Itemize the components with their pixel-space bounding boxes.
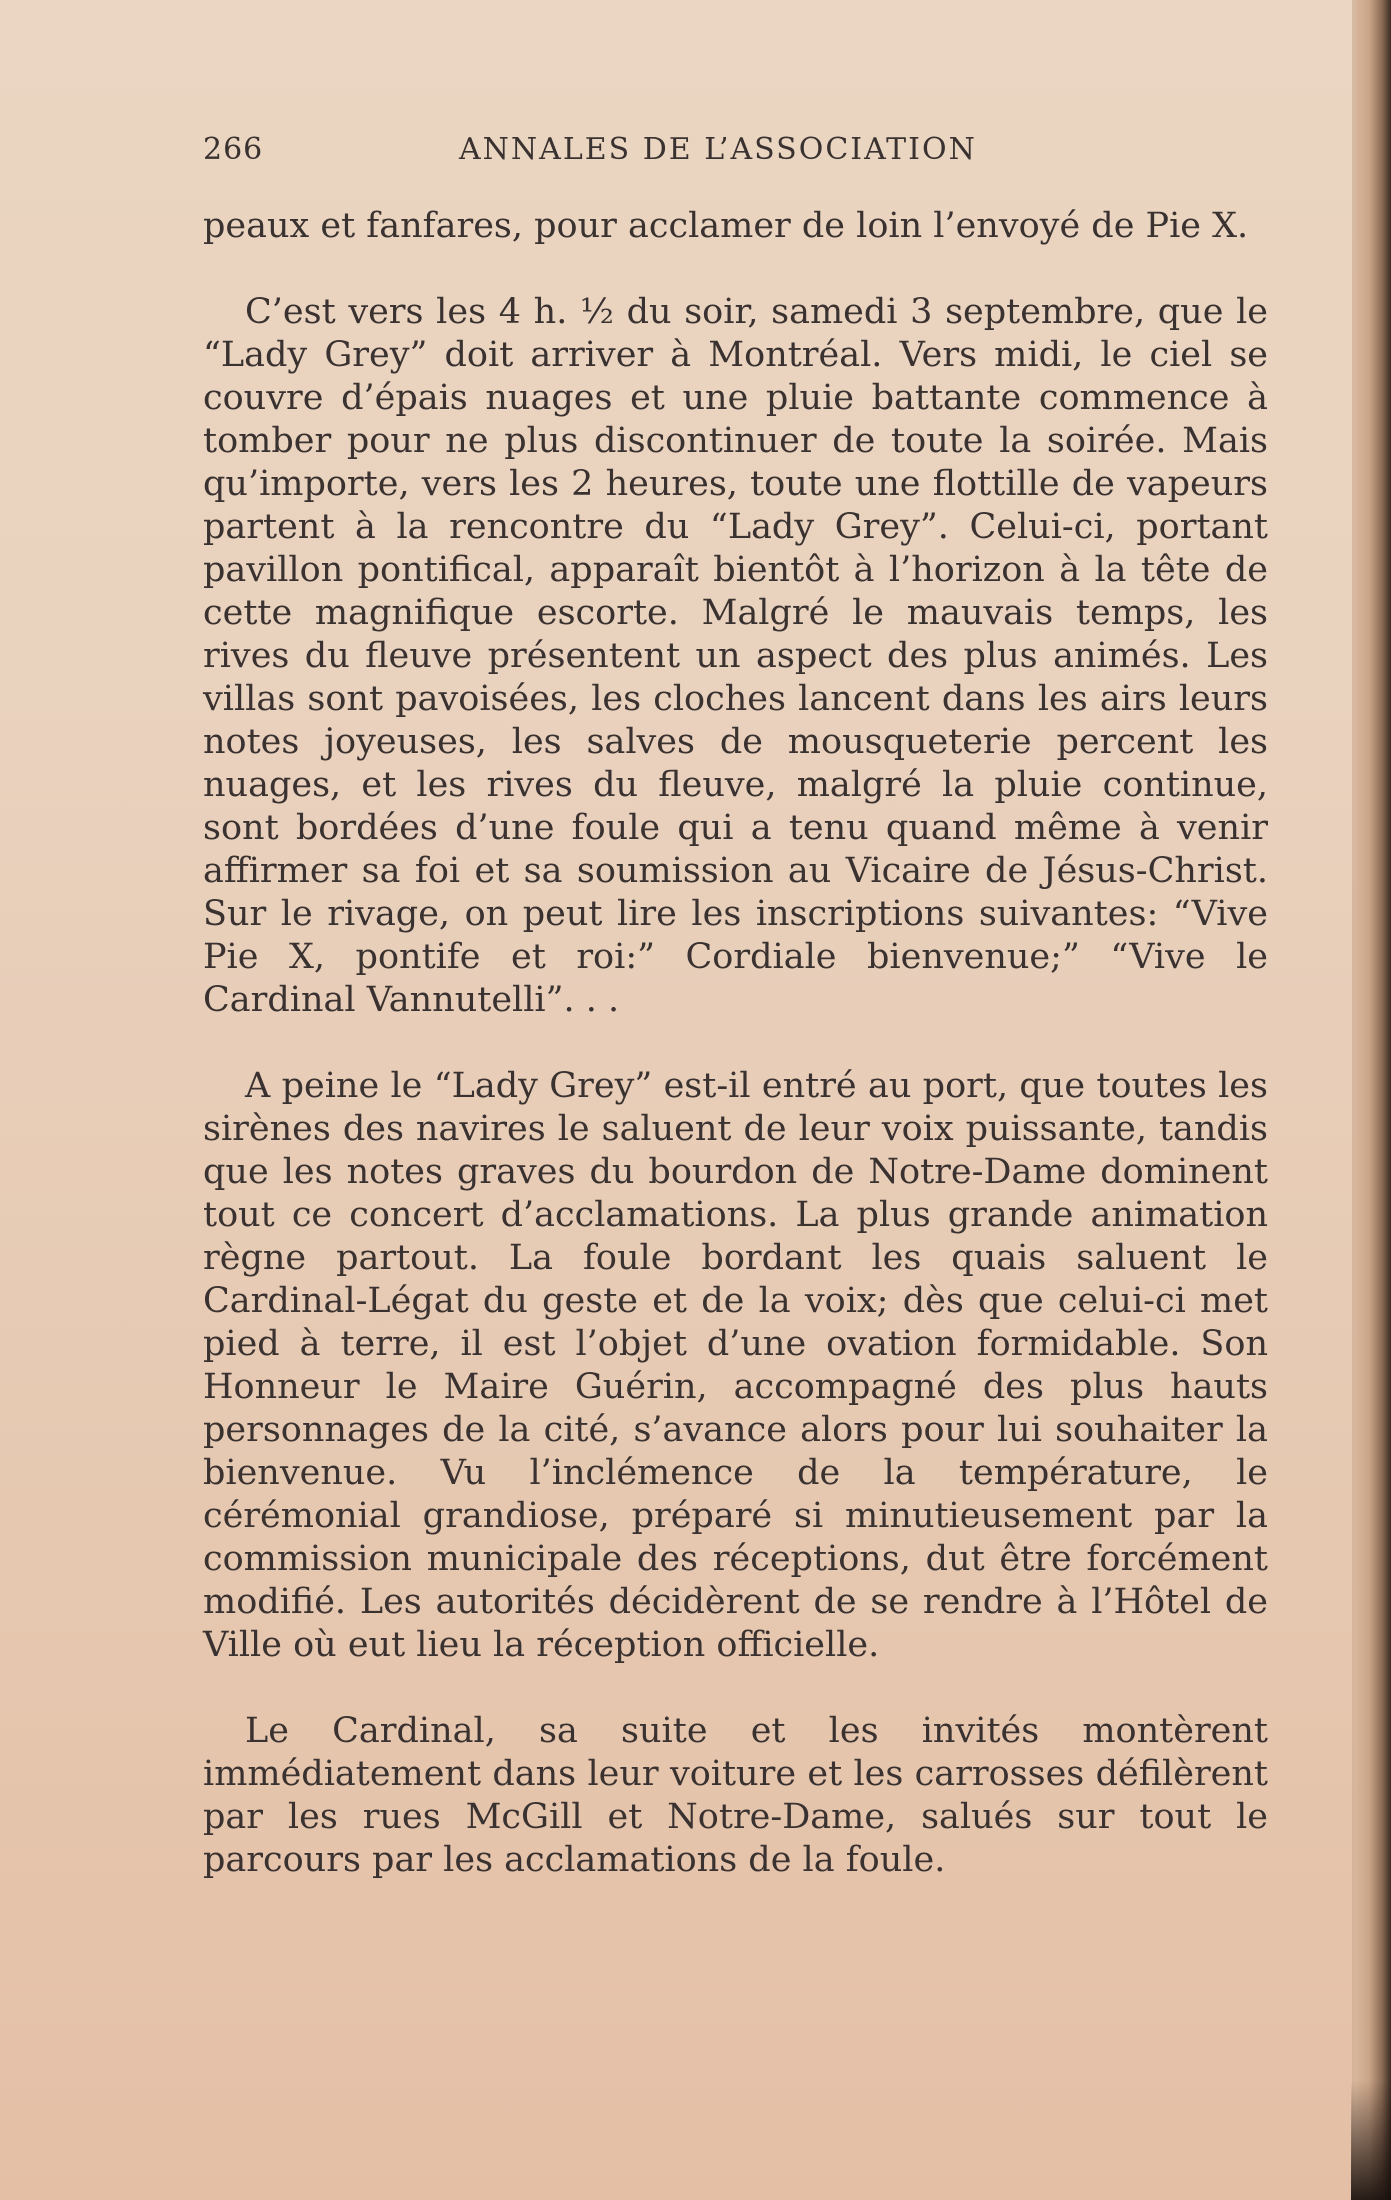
paragraph-port: A peine le “Lady Grey” est-il entré au port, que toutes les sirènes des navires le saluent de leur voix puissante, tandis que les notes graves du bourdon de Notre-Dame dominent tout ce concert d’acclamations. La plus grande animation règne partout. La foule bordant les quais saluent le Cardinal-Légat du geste et de la voix; dès que celui-ci met pied à terre, il est l’objet d’une ovation formidable. Son Honneur le Maire Guérin, accompagné des plus hauts personnages de la cité, s’avance alors pour lui souhaiter la bienvenue. Vu l’inclémence de la température, le cérémonial grandiose, préparé si minutieusement par la commission municipale des réceptions, dut être forcément modifié. Les autorités décidèrent de se rendre à l’Hôtel de Ville où eut lieu la réception officielle. [203, 1066, 1268, 1665]
running-header [203, 132, 1268, 172]
running-title: ANNALES DE L’ASSOCIATION [459, 132, 977, 167]
book-spine [1355, 0, 1391, 2200]
body-text [203, 205, 1268, 1925]
paragraph-procession: Le Cardinal, sa suite et les invités montèrent immédiatement dans leur voiture et les carrosses défilèrent par les rues McGill et Notre-Dame, salués sur tout le parcours par les acclamations de la foule. [203, 1711, 1268, 1880]
corner-shadow [1351, 2080, 1391, 2200]
paragraph-continuation: peaux et fanfares, pour acclamer de loin l’envoyé de Pie X. [203, 206, 1249, 246]
paragraph-arrival: C’est vers les 4 h. ½ du soir, samedi 3 septembre, que le “Lady Grey” doit arriver à Montréal. Vers midi, le ciel se couvre d’épais nuages et une pluie battante commence à tomber pour ne plus discontinuer de toute la soirée. Mais qu’importe, vers les 2 heures, toute une flottille de vapeurs partent à la rencontre du “Lady Grey”. Celui-ci, portant pavillon pontifical, apparaît bientôt à l’horizon à la tête de cette magnifique escorte. Malgré le mauvais temps, les rives du fleuve présentent un aspect des plus animés. Les villas sont pavoisées, les cloches lancent dans les airs leurs notes joyeuses, les salves de mousqueterie percent les nuages, et les rives du fleuve, malgré la pluie continue, sont bordées d’une foule qui a tenu quand même à venir affirmer sa foi et sa soumission au Vicaire de Jésus-Christ. Sur le rivage, on peut lire les inscriptions suivantes: “Vive Pie X, pontife et roi:” Cordiale bienvenue;” “Vive le Cardinal Vannutelli”. . . [203, 292, 1268, 1020]
page-number: 266 [203, 132, 264, 167]
